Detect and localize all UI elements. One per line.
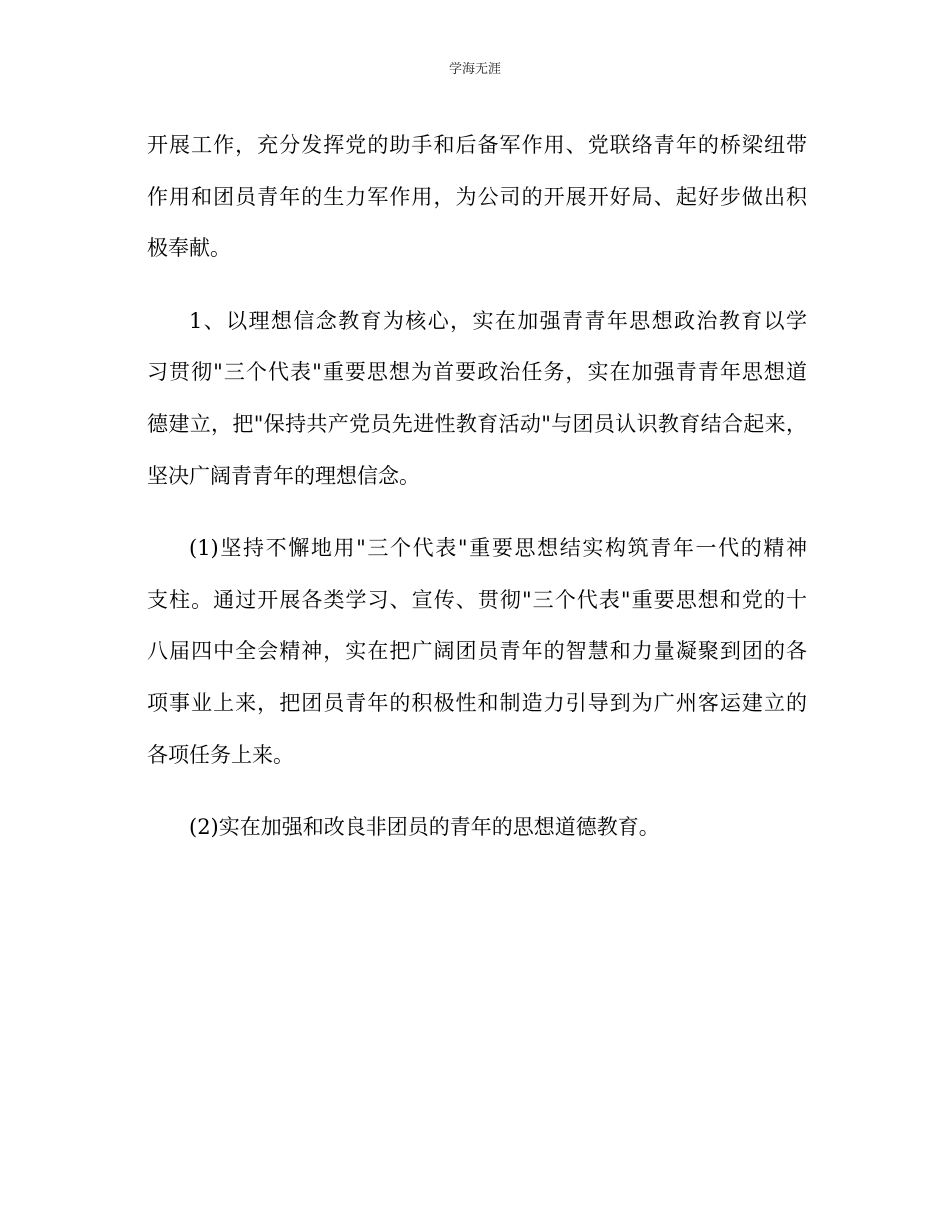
text-line: (2)实在加强和改良非团员的青年的思想道德教育。 — [189, 815, 660, 840]
page-header: 学海无涯 — [448, 62, 501, 77]
text-line: 1、以理想信念教育为核心，实在加强青青年思想政治教育以学 — [189, 308, 807, 333]
text-line: 极奉献。 — [147, 236, 231, 261]
text-line: 坚决广阔青青年的理想信念。 — [147, 463, 420, 488]
text-line: 德建立，把"保持共产党员先进性教育活动"与团员认识教育结合起来， — [147, 411, 807, 436]
text-line: 八届四中全会精神，实在把广阔团员青年的智慧和力量凝聚到团的各 — [147, 639, 807, 664]
document-body — [147, 120, 807, 854]
text-line: (1)坚持不懈地用"三个代表"重要思想结实构筑青年一代的精神 — [189, 536, 807, 561]
paragraph — [147, 802, 807, 854]
paragraph — [147, 523, 807, 781]
text-line: 开展工作，充分发挥党的助手和后备军作用、党联络青年的桥梁纽带 — [147, 133, 807, 157]
paragraph — [147, 296, 807, 502]
text-line: 作用和团员青年的生力军作用，为公司的开展开好局、起好步做出积 — [147, 184, 807, 209]
text-line: 项事业上来，把团员青年的积极性和制造力引导到为广州客运建立的 — [147, 690, 807, 715]
text-line: 习贯彻"三个代表"重要思想为首要政治任务，实在加强青青年思想道 — [147, 360, 807, 385]
paragraph — [147, 120, 807, 275]
text-line: 支柱。通过开展各类学习、宣传、贯彻"三个代表"重要思想和党的十 — [147, 587, 807, 612]
text-line: 各项任务上来。 — [147, 742, 294, 767]
